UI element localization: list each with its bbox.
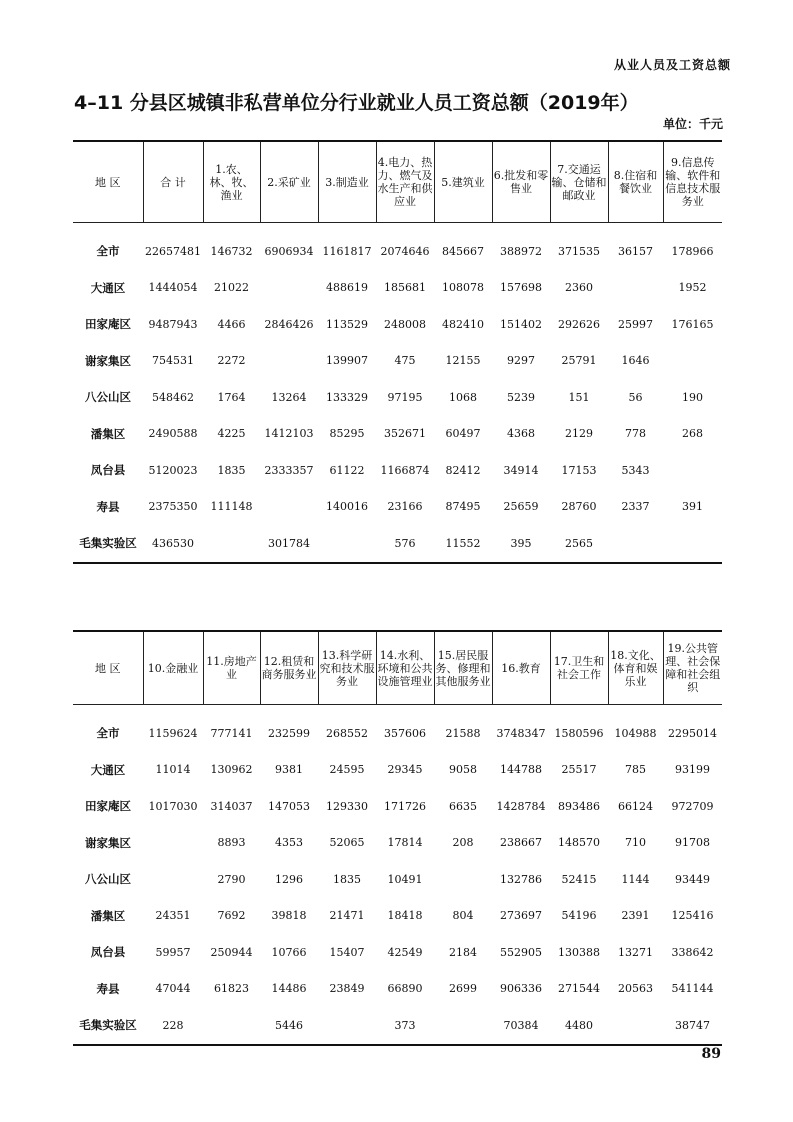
table-body bbox=[73, 705, 722, 1045]
value-cell: 777141 bbox=[210, 726, 253, 740]
value-cell: 1159624 bbox=[148, 726, 198, 740]
table-row bbox=[73, 971, 722, 1008]
value-cell: 4466 bbox=[217, 317, 246, 331]
region-cell: 潘集区 bbox=[90, 908, 126, 923]
value-cell: 11552 bbox=[434, 525, 492, 563]
value-cell: 24595 bbox=[329, 763, 365, 777]
region-cell: 八公山区 bbox=[85, 390, 131, 405]
column-header: 18.文化、体育和娱乐业 bbox=[608, 631, 663, 705]
value-cell: 10491 bbox=[387, 872, 423, 886]
region-cell: 田家庵区 bbox=[85, 317, 131, 332]
value-cell bbox=[318, 1007, 376, 1045]
column-header: 1.农、林、牧、渔业 bbox=[203, 141, 260, 223]
table-title: 4–11 分县区城镇非私营单位分行业就业人员工资总额（2019年） bbox=[74, 92, 639, 114]
value-cell: 2360 bbox=[565, 281, 593, 295]
column-header: 6.批发和零售业 bbox=[492, 141, 550, 223]
value-cell: 1444054 bbox=[148, 281, 198, 295]
value-cell: 11014 bbox=[155, 763, 191, 777]
value-cell: 9487943 bbox=[148, 317, 198, 331]
value-cell: 1580596 bbox=[554, 726, 604, 740]
value-cell: 9381 bbox=[275, 763, 303, 777]
value-cell: 1835 bbox=[217, 463, 246, 477]
region-cell: 田家庵区 bbox=[85, 799, 131, 814]
value-cell: 2490588 bbox=[148, 427, 198, 441]
value-cell: 10766 bbox=[271, 945, 307, 959]
value-cell: 371535 bbox=[558, 244, 600, 258]
value-cell: 9058 bbox=[449, 763, 477, 777]
value-cell: 1412103 bbox=[264, 427, 314, 441]
column-header-region: 地 区 bbox=[73, 631, 143, 705]
value-cell: 250944 bbox=[210, 945, 253, 959]
region-cell: 毛集实验区 bbox=[73, 525, 143, 563]
value-cell: 25997 bbox=[618, 317, 653, 331]
value-cell: 66890 bbox=[387, 982, 423, 996]
value-cell: 482410 bbox=[442, 317, 484, 331]
wage-table-part-2 bbox=[73, 630, 722, 1046]
value-cell: 34914 bbox=[503, 463, 539, 477]
value-cell: 3748347 bbox=[496, 726, 546, 740]
value-cell: 111148 bbox=[210, 500, 253, 514]
value-cell: 23166 bbox=[387, 500, 423, 514]
table-row bbox=[73, 705, 722, 752]
value-cell: 2129 bbox=[565, 427, 593, 441]
value-cell: 2184 bbox=[449, 945, 477, 959]
value-cell: 91708 bbox=[675, 836, 710, 850]
value-cell bbox=[608, 270, 663, 307]
value-cell: 1646 bbox=[621, 354, 650, 368]
value-cell bbox=[434, 861, 492, 898]
value-cell: 2375350 bbox=[148, 500, 198, 514]
value-cell bbox=[203, 1007, 260, 1045]
value-cell: 893486 bbox=[558, 799, 600, 813]
value-cell: 13264 bbox=[271, 390, 307, 404]
value-cell: 97195 bbox=[387, 390, 423, 404]
value-cell: 176165 bbox=[671, 317, 714, 331]
value-cell: 42549 bbox=[387, 945, 423, 959]
value-cell: 845667 bbox=[442, 244, 484, 258]
value-cell: 25659 bbox=[503, 500, 539, 514]
table-row bbox=[73, 752, 722, 789]
value-cell: 190 bbox=[682, 390, 703, 404]
value-cell: 17153 bbox=[561, 463, 597, 477]
value-cell: 61823 bbox=[214, 982, 249, 996]
value-cell: 28760 bbox=[561, 500, 597, 514]
value-cell: 21588 bbox=[445, 726, 481, 740]
value-cell: 52415 bbox=[561, 872, 597, 886]
table-row bbox=[73, 1007, 722, 1045]
region-cell: 谢家集区 bbox=[85, 835, 131, 850]
value-cell: 972709 bbox=[671, 799, 714, 813]
value-cell: 2333357 bbox=[264, 463, 314, 477]
table-row bbox=[73, 416, 722, 453]
value-cell: 2272 bbox=[217, 354, 246, 368]
value-cell: 12155 bbox=[445, 354, 481, 368]
wage-table-part-1 bbox=[73, 140, 722, 564]
value-cell: 140016 bbox=[326, 500, 368, 514]
value-cell: 352671 bbox=[384, 427, 426, 441]
column-header: 12.租赁和商务服务业 bbox=[260, 631, 318, 705]
region-cell: 大通区 bbox=[90, 762, 126, 777]
value-cell: 17814 bbox=[387, 836, 423, 850]
value-cell: 59957 bbox=[155, 945, 191, 959]
value-cell: 54196 bbox=[561, 909, 597, 923]
region-cell: 全市 bbox=[96, 244, 120, 259]
value-cell bbox=[260, 489, 318, 526]
running-head: 从业人员及工资总额 bbox=[613, 58, 731, 72]
value-cell: 228 bbox=[143, 1007, 203, 1045]
value-cell: 38747 bbox=[663, 1007, 722, 1045]
column-header: 7.交通运输、仓储和邮政业 bbox=[550, 141, 608, 223]
value-cell: 238667 bbox=[500, 836, 542, 850]
value-cell: 2846426 bbox=[264, 317, 314, 331]
table-row bbox=[73, 270, 722, 307]
value-cell: 357606 bbox=[384, 726, 426, 740]
value-cell: 314037 bbox=[210, 799, 253, 813]
value-cell bbox=[260, 343, 318, 380]
value-cell: 93449 bbox=[675, 872, 710, 886]
column-header: 5.建筑业 bbox=[434, 141, 492, 223]
value-cell: 52065 bbox=[329, 836, 365, 850]
column-header: 14.水利、环境和公共设施管理业 bbox=[376, 631, 434, 705]
value-cell: 1068 bbox=[449, 390, 477, 404]
value-cell: 2074646 bbox=[380, 244, 430, 258]
value-cell: 1952 bbox=[678, 281, 707, 295]
value-cell: 178966 bbox=[671, 244, 714, 258]
value-cell bbox=[663, 343, 722, 380]
column-header: 15.居民服务、修理和其他服务业 bbox=[434, 631, 492, 705]
value-cell: 248008 bbox=[384, 317, 426, 331]
region-cell: 凤台县 bbox=[90, 945, 126, 960]
value-cell: 436530 bbox=[143, 525, 203, 563]
column-header-region: 地 区 bbox=[73, 141, 143, 223]
region-cell: 寿县 bbox=[96, 499, 120, 514]
value-cell: 8893 bbox=[217, 836, 246, 850]
value-cell bbox=[608, 525, 663, 563]
table-row bbox=[73, 525, 722, 563]
table-row bbox=[73, 343, 722, 380]
value-cell: 7692 bbox=[217, 909, 246, 923]
column-header: 9.信息传输、软件和信息技术服务业 bbox=[663, 141, 722, 223]
value-cell: 5446 bbox=[260, 1007, 318, 1045]
value-cell: 36157 bbox=[618, 244, 653, 258]
value-cell: 4480 bbox=[550, 1007, 608, 1045]
value-cell: 113529 bbox=[326, 317, 368, 331]
value-cell: 475 bbox=[394, 354, 416, 368]
table-row bbox=[73, 898, 722, 935]
unit-label: 单位：千元 bbox=[662, 117, 723, 131]
value-cell bbox=[203, 525, 260, 563]
value-cell: 388972 bbox=[500, 244, 542, 258]
value-cell: 548462 bbox=[152, 390, 194, 404]
value-cell: 273697 bbox=[500, 909, 542, 923]
value-cell: 785 bbox=[625, 763, 646, 777]
value-cell: 147053 bbox=[268, 799, 310, 813]
value-cell: 18418 bbox=[387, 909, 423, 923]
value-cell: 146732 bbox=[210, 244, 253, 258]
column-header: 17.卫生和社会工作 bbox=[550, 631, 608, 705]
value-cell: 6906934 bbox=[264, 244, 314, 258]
value-cell: 1764 bbox=[217, 390, 246, 404]
table-row bbox=[73, 452, 722, 489]
value-cell: 130388 bbox=[558, 945, 600, 959]
value-cell: 5120023 bbox=[148, 463, 198, 477]
value-cell: 1296 bbox=[275, 872, 303, 886]
value-cell: 29345 bbox=[387, 763, 423, 777]
value-cell: 710 bbox=[625, 836, 646, 850]
value-cell: 9297 bbox=[507, 354, 535, 368]
column-header: 16.教育 bbox=[492, 631, 550, 705]
value-cell bbox=[434, 1007, 492, 1045]
value-cell: 104988 bbox=[614, 726, 657, 740]
value-cell: 4368 bbox=[507, 427, 535, 441]
value-cell: 1161817 bbox=[322, 244, 372, 258]
value-cell: 144788 bbox=[500, 763, 542, 777]
value-cell: 2391 bbox=[621, 909, 650, 923]
header-row bbox=[73, 141, 722, 223]
table-row bbox=[73, 379, 722, 416]
value-cell: 373 bbox=[376, 1007, 434, 1045]
value-cell: 5343 bbox=[621, 463, 650, 477]
value-cell: 21471 bbox=[329, 909, 365, 923]
value-cell: 1166874 bbox=[380, 463, 430, 477]
value-cell: 151402 bbox=[500, 317, 542, 331]
value-cell: 4353 bbox=[275, 836, 303, 850]
value-cell: 125416 bbox=[671, 909, 714, 923]
region-cell: 寿县 bbox=[96, 981, 120, 996]
value-cell bbox=[143, 825, 203, 862]
value-cell: 906336 bbox=[500, 982, 542, 996]
value-cell: 108078 bbox=[442, 281, 484, 295]
column-header: 3.制造业 bbox=[318, 141, 376, 223]
value-cell: 1144 bbox=[621, 872, 650, 886]
value-cell: 171726 bbox=[384, 799, 426, 813]
value-cell: 22657481 bbox=[145, 244, 201, 258]
value-cell: 268 bbox=[682, 427, 703, 441]
value-cell: 2790 bbox=[217, 872, 246, 886]
value-cell: 13271 bbox=[618, 945, 653, 959]
column-header: 11.房地产业 bbox=[203, 631, 260, 705]
value-cell bbox=[260, 270, 318, 307]
value-cell: 14486 bbox=[271, 982, 307, 996]
column-header: 13.科学研究和技术服务业 bbox=[318, 631, 376, 705]
value-cell: 157698 bbox=[500, 281, 542, 295]
region-cell: 毛集实验区 bbox=[73, 1007, 143, 1045]
table-row bbox=[73, 223, 722, 270]
value-cell: 82412 bbox=[445, 463, 481, 477]
value-cell: 130962 bbox=[210, 763, 253, 777]
value-cell: 139907 bbox=[326, 354, 368, 368]
column-header: 4.电力、热力、燃气及水生产和供应业 bbox=[376, 141, 434, 223]
page-number: 89 bbox=[701, 1046, 721, 1062]
region-cell: 凤台县 bbox=[90, 463, 126, 478]
value-cell: 268552 bbox=[326, 726, 368, 740]
value-cell: 25791 bbox=[561, 354, 597, 368]
value-cell: 1835 bbox=[333, 872, 361, 886]
table-body bbox=[73, 223, 722, 563]
value-cell: 70384 bbox=[492, 1007, 550, 1045]
value-cell: 93199 bbox=[675, 763, 710, 777]
value-cell: 87495 bbox=[445, 500, 481, 514]
value-cell: 391 bbox=[682, 500, 703, 514]
value-cell: 60497 bbox=[445, 427, 481, 441]
value-cell: 61122 bbox=[329, 463, 365, 477]
value-cell: 488619 bbox=[326, 281, 368, 295]
column-header: 10.金融业 bbox=[143, 631, 203, 705]
value-cell: 4225 bbox=[217, 427, 246, 441]
value-cell: 1017030 bbox=[148, 799, 198, 813]
table-row bbox=[73, 306, 722, 343]
region-cell: 全市 bbox=[96, 726, 120, 741]
value-cell: 15407 bbox=[329, 945, 365, 959]
value-cell: 271544 bbox=[558, 982, 600, 996]
value-cell: 5239 bbox=[507, 390, 535, 404]
column-header: 合 计 bbox=[143, 141, 203, 223]
value-cell: 576 bbox=[376, 525, 434, 563]
table-row bbox=[73, 861, 722, 898]
value-cell: 66124 bbox=[618, 799, 653, 813]
column-header: 2.采矿业 bbox=[260, 141, 318, 223]
value-cell: 148570 bbox=[558, 836, 600, 850]
value-cell: 132786 bbox=[500, 872, 542, 886]
value-cell: 552905 bbox=[500, 945, 542, 959]
value-cell: 338642 bbox=[671, 945, 714, 959]
value-cell: 395 bbox=[492, 525, 550, 563]
value-cell: 85295 bbox=[329, 427, 365, 441]
value-cell: 56 bbox=[628, 390, 643, 404]
value-cell bbox=[318, 525, 376, 563]
value-cell bbox=[663, 525, 722, 563]
value-cell: 6635 bbox=[449, 799, 477, 813]
value-cell: 1428784 bbox=[496, 799, 546, 813]
value-cell: 133329 bbox=[326, 390, 368, 404]
column-header: 8.住宿和餐饮业 bbox=[608, 141, 663, 223]
region-cell: 潘集区 bbox=[90, 426, 126, 441]
value-cell: 20563 bbox=[618, 982, 653, 996]
value-cell: 2699 bbox=[449, 982, 477, 996]
table-row bbox=[73, 489, 722, 526]
value-cell: 541144 bbox=[671, 982, 714, 996]
table-row bbox=[73, 788, 722, 825]
value-cell: 208 bbox=[452, 836, 474, 850]
value-cell: 21022 bbox=[214, 281, 249, 295]
value-cell: 129330 bbox=[326, 799, 368, 813]
value-cell: 185681 bbox=[384, 281, 426, 295]
region-cell: 八公山区 bbox=[85, 872, 131, 887]
table-row bbox=[73, 934, 722, 971]
region-cell: 谢家集区 bbox=[85, 353, 131, 368]
value-cell bbox=[608, 1007, 663, 1045]
value-cell: 804 bbox=[452, 909, 474, 923]
column-header: 19.公共管理、社会保障和社会组织 bbox=[663, 631, 722, 705]
value-cell: 301784 bbox=[260, 525, 318, 563]
value-cell: 151 bbox=[568, 390, 590, 404]
value-cell: 39818 bbox=[271, 909, 307, 923]
table-row bbox=[73, 825, 722, 862]
value-cell: 2337 bbox=[621, 500, 650, 514]
value-cell: 47044 bbox=[155, 982, 191, 996]
value-cell: 25517 bbox=[561, 763, 597, 777]
value-cell: 754531 bbox=[152, 354, 194, 368]
value-cell: 2295014 bbox=[668, 726, 717, 740]
value-cell: 232599 bbox=[268, 726, 310, 740]
value-cell: 2565 bbox=[550, 525, 608, 563]
value-cell bbox=[663, 452, 722, 489]
header-row bbox=[73, 631, 722, 705]
value-cell: 778 bbox=[625, 427, 646, 441]
value-cell: 292626 bbox=[558, 317, 600, 331]
value-cell: 24351 bbox=[155, 909, 191, 923]
value-cell: 23849 bbox=[329, 982, 365, 996]
region-cell: 大通区 bbox=[90, 280, 126, 295]
value-cell bbox=[143, 861, 203, 898]
